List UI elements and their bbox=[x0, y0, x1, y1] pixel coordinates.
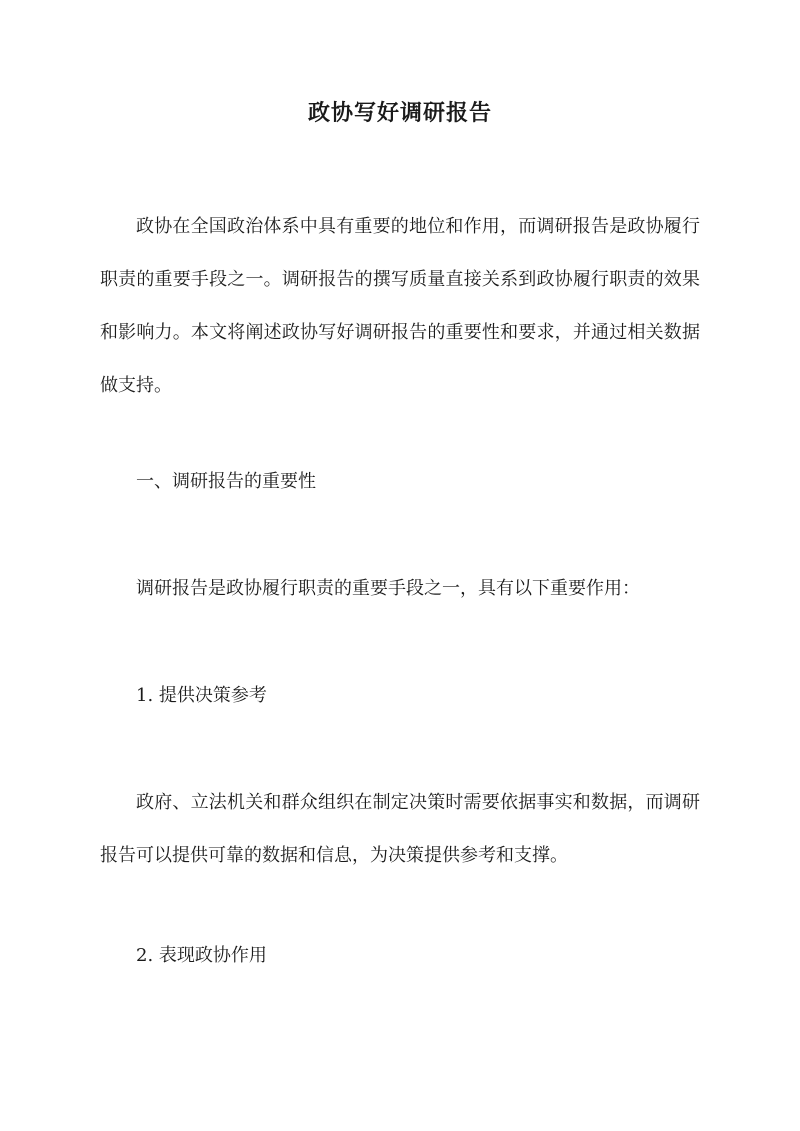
intro-paragraph: 政协在全国政治体系中具有重要的地位和作用，而调研报告是政协履行职责的重要手段之一。调研报告的撰写质量直接关系到政协履行职责的效果和影响力。本文将阐述政协写好调研报告的重要性和要求，并通过相关数据做支持。 bbox=[100, 216, 700, 396]
section-lead-paragraph: 调研报告是政协履行职责的重要手段之一，具有以下重要作用： bbox=[136, 578, 640, 599]
section-heading-importance: 一、调研报告的重要性 bbox=[136, 471, 316, 492]
item-body-decision-reference: 政府、立法机关和群众组织在制定决策时需要依据事实和数据，而调研报告可以提供可靠的数据和信息，为决策提供参考和支撑。 bbox=[100, 792, 700, 866]
item-heading-decision-reference: 1. 提供决策参考 bbox=[136, 685, 267, 706]
item-heading-cppcc-role: 2. 表现政协作用 bbox=[136, 945, 267, 966]
document-title: 政协写好调研报告 bbox=[307, 100, 492, 126]
